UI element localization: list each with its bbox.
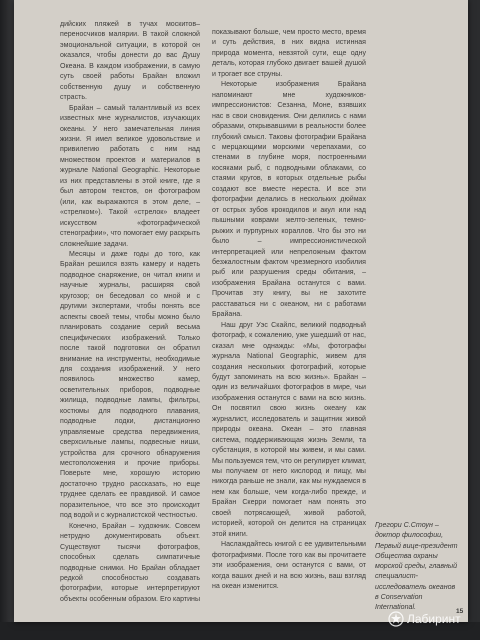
- paragraph: Месяцы и даже годы до того, как Брайан решился взять камеру и надеть подводное снаряжение, он читал книги и научные журналы, расширяя свой кругозор; он беседовал со мной и с другими экспертами, чтобы понять все аспекты своей темы, чтобы можно было планировать создание серий весьма специфических изображений. Только после такой подготовки он обратил внимание на инструменты, необходимые для создания изображений. У него появилось множество камер, осветительных приборов, подводные жилища, подводные лампы, фильтры, костюмы для подводного плавания, подводные лодки, дистанционно управляемые средства передвижения, сверхсильные лампы, подвесные ниши, устройства для срочного обнаружения местоположения и прочие приборы. Поверьте мне, хорошую историю достаточно трудно рассказать, но еще труднее сделать ее правдивой. И самое поразительное, что все это происходит под водой и с журналистской честностью.: [60, 250, 200, 520]
- background-left: [0, 0, 14, 622]
- paragraph: Конечно, Брайан – художник. Совсем нетрудно документировать объект. Существуют тысячи фотографов, способных сделать симпатичные подводные снимки. Но Брайан обладает редкой способностью создавать фотографии, которые интерпретируют объекты особенным образом. Его картины: [60, 522, 201, 603]
- labyrinth-logo-icon: [388, 611, 404, 627]
- caption-line: Первый вице-президент Общества охраны морской среды, главный специалист-исследователь океанов: [375, 541, 458, 591]
- paragraph: Брайан – самый талантливый из всех известных мне журналистов, изучающих океаны. У него замечательная линия жизни. Я имел великое удовольствие и привилегию работать с ним над множеством проектов и материалов в журнале National Geographic. Некоторые из них представлены в этой книге, где я был автором текстов, он фотографом (или, как выражаются в этом деле, – «стрелком»). Такой «стрелок» владеет искусством «фотографической стенографии», что помогает ему раскрыть сложнейшие задачи.: [60, 104, 200, 248]
- watermark: [388, 608, 478, 630]
- caption-author: Грегори С.Стоун –: [375, 521, 439, 529]
- caption-line: в Conservation International.: [375, 593, 423, 612]
- caption-line: доктор философии,: [375, 531, 444, 540]
- paragraph: Некоторые изображения Брайана напоминают мне художников-импрессионистов: Сезанна, Моне, взявших нас в свои сновидения. Они делились с нами образами, открывавшими в реальности более глубокий смысл. Таковы фотографии Брайана с мерцающими морскими черепахами, со стенами в глубине моря, построенными косяками рыб, с подводными облаками, со стаями кругов, в которых отдельные рыбы создают все вместе нереста. И все эти фотографии делались в нескольких дюймах от острых зубов крокодилов и акул или над пышными коврами желто-зеленых, темно-рыжих и пурпурных кораллов. Что бы это ни было – импрессионистической интерпретацией или непреложным фактом безжалостным фактом чрезмерного изобилия рыб или разрушения среды обитания, – изображения Брайана останутся с вами. Прочитав эту книгу, вы не захотите расставаться ни с океаном, ни с работами Брайана.: [212, 81, 366, 319]
- paragraph: дийских пляжей в тучах москитов–переносчиков малярии. В такой сложной эмоциональной ситуации, в которой он оказался, чтобы донести до вас Душу Океана. В каждом изображении, в самую суть своей работы Брайан вложил собственную душу и собственную страсть.: [60, 21, 200, 102]
- author-caption: [375, 520, 465, 613]
- paragraph: Наслаждайтесь книгой с ее удивительными фотографиями. После того как вы прочитаете эти изображения, они останутся с вами, от когда ваших дней и на всю жизнь, ваш взгляд на океан изменится.: [212, 541, 366, 591]
- paragraph: показывают больше, чем просто место, время и суть действия, в них видна истинная природа момента, невзятой сути, еще одну деталь, которая глубоко двигает вашей душой и трогает все струны.: [212, 29, 366, 78]
- page-number: 15: [456, 608, 464, 615]
- paragraph: Наш друг Уэс Скайлс, великий подводный фотограф, к сожалению, уже ушедший от нас, сказал мне однажды: «Мы, фотографы журнала National Geographic, живем для создания нескольких фотографий, которые будут запоминать на всю жизнь». Брайан – один из величайших фотографов в мире, чьи изображения останутся с вами на всю жизнь. Он посвятил свою жизнь океану как журналист, исследователь и защитник живой природы океана. Океан – это главная система, поддерживающая жизнь Земли, та субстанция, в которой мы живем, и мы сами. Мы пользуемся тем, что он регулирует климат, мы получаем от него кислород и пищу, мы никогда раньше не знали, как мы нуждаемся в нем как больше, чем когда-либо прежде, и Брайан Скерри помогает нам понять это своей потрясающей, живой работой, историей, которой он делится на страницах этой книги.: [212, 321, 366, 538]
- text-column-left: [60, 20, 200, 605]
- text-column-middle: [212, 28, 366, 592]
- watermark-text: Лабиринт: [407, 612, 461, 626]
